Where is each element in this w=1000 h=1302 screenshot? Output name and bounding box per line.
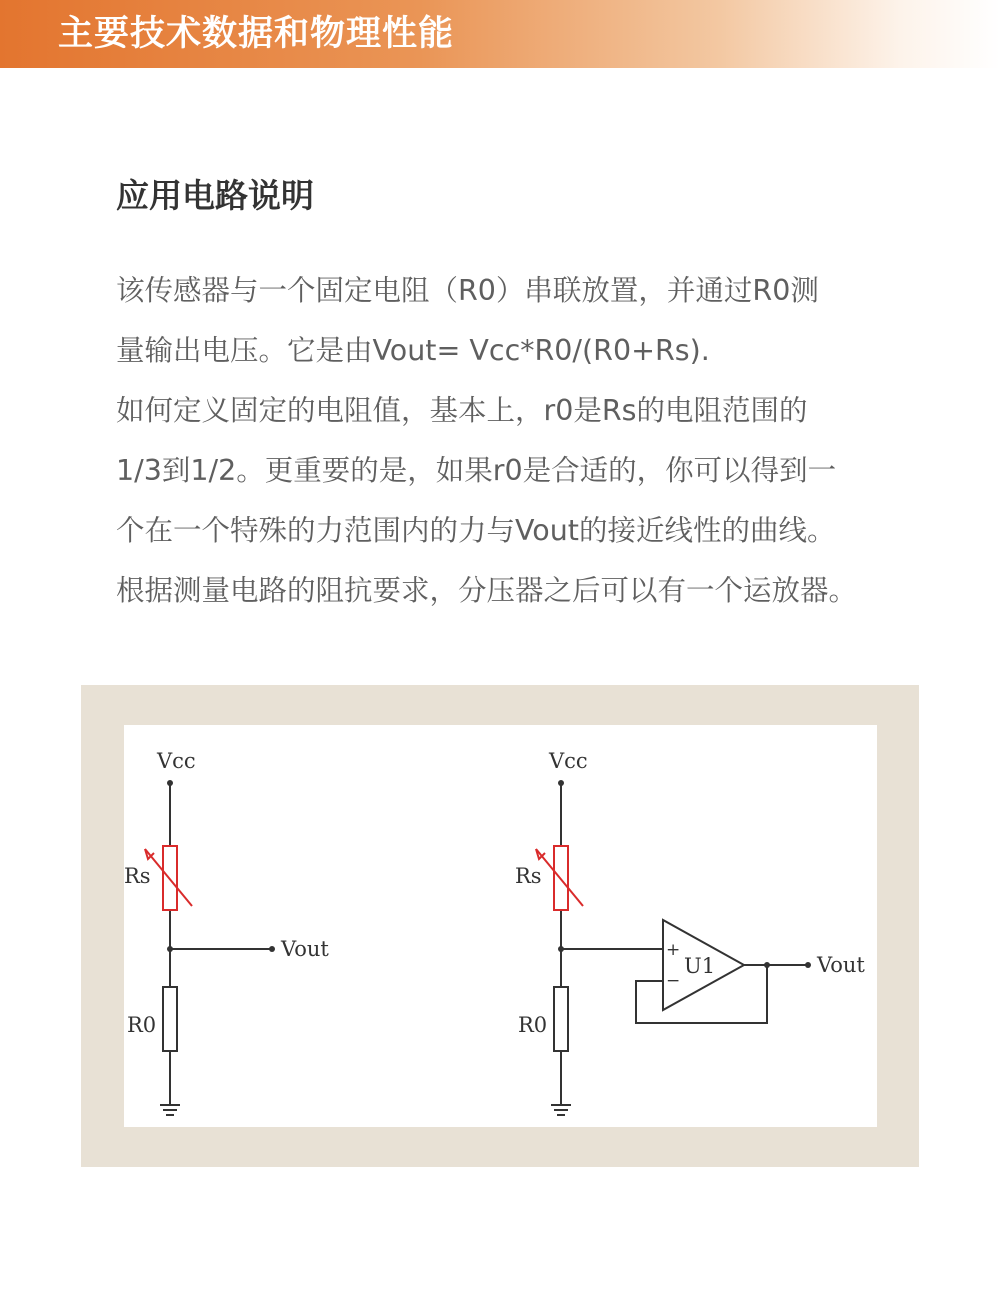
right-r0-resistor bbox=[554, 987, 568, 1051]
left-vout-label: Vout bbox=[281, 937, 329, 961]
opamp-plus-label: + bbox=[666, 940, 681, 960]
left-junction-node bbox=[167, 946, 173, 952]
right-rs-sensor bbox=[536, 846, 583, 910]
section-title: 应用电路说明 bbox=[116, 176, 314, 215]
body-text bbox=[116, 261, 916, 621]
header-title: 主要技术数据和物理性能 bbox=[58, 14, 455, 54]
left-vcc-node bbox=[167, 780, 173, 786]
left-rs-arrow bbox=[145, 849, 192, 906]
body-line: 该传感器与一个固定电阻（R0）串联放置，并通过R0测 bbox=[116, 274, 819, 307]
circuit-diagram bbox=[124, 725, 877, 1127]
body-line: 量输出电压。它是由Vout= Vcc*R0/(R0+Rs). bbox=[116, 334, 710, 367]
right-rs-label: Rs bbox=[515, 864, 542, 888]
left-rs-label: Rs bbox=[124, 864, 151, 888]
body-line: 1/3到1/2。更重要的是，如果r0是合适的，你可以得到一 bbox=[116, 454, 837, 487]
opamp-minus-label: − bbox=[666, 971, 681, 991]
left-circuit bbox=[160, 783, 272, 1115]
body-line: 根据测量电路的阻抗要求，分压器之后可以有一个运放器。 bbox=[116, 574, 858, 607]
left-r0-label: R0 bbox=[127, 1013, 157, 1037]
right-vout-node bbox=[805, 962, 811, 968]
left-vcc-label: Vcc bbox=[157, 749, 196, 773]
circuit-diagram-frame bbox=[81, 685, 919, 1167]
right-output-node bbox=[764, 962, 770, 968]
right-r0-label: R0 bbox=[518, 1013, 548, 1037]
body-line: 个在一个特殊的力范围内的力与Vout的接近线性的曲线。 bbox=[116, 514, 836, 547]
right-junction-node bbox=[558, 946, 564, 952]
right-vcc-node bbox=[558, 780, 564, 786]
right-vcc-label: Vcc bbox=[549, 749, 588, 773]
right-rs-arrow bbox=[536, 849, 583, 906]
left-rs-sensor bbox=[145, 846, 192, 910]
body-line: 如何定义固定的电阻值，基本上，r0是Rs的电阻范围的 bbox=[116, 394, 808, 427]
circuit-diagram-panel bbox=[124, 725, 877, 1127]
left-r0-resistor bbox=[163, 987, 177, 1051]
right-vout-label: Vout bbox=[817, 953, 865, 977]
left-vout-node bbox=[269, 946, 275, 952]
header-bar bbox=[0, 0, 1000, 68]
opamp-label: U1 bbox=[684, 954, 716, 978]
